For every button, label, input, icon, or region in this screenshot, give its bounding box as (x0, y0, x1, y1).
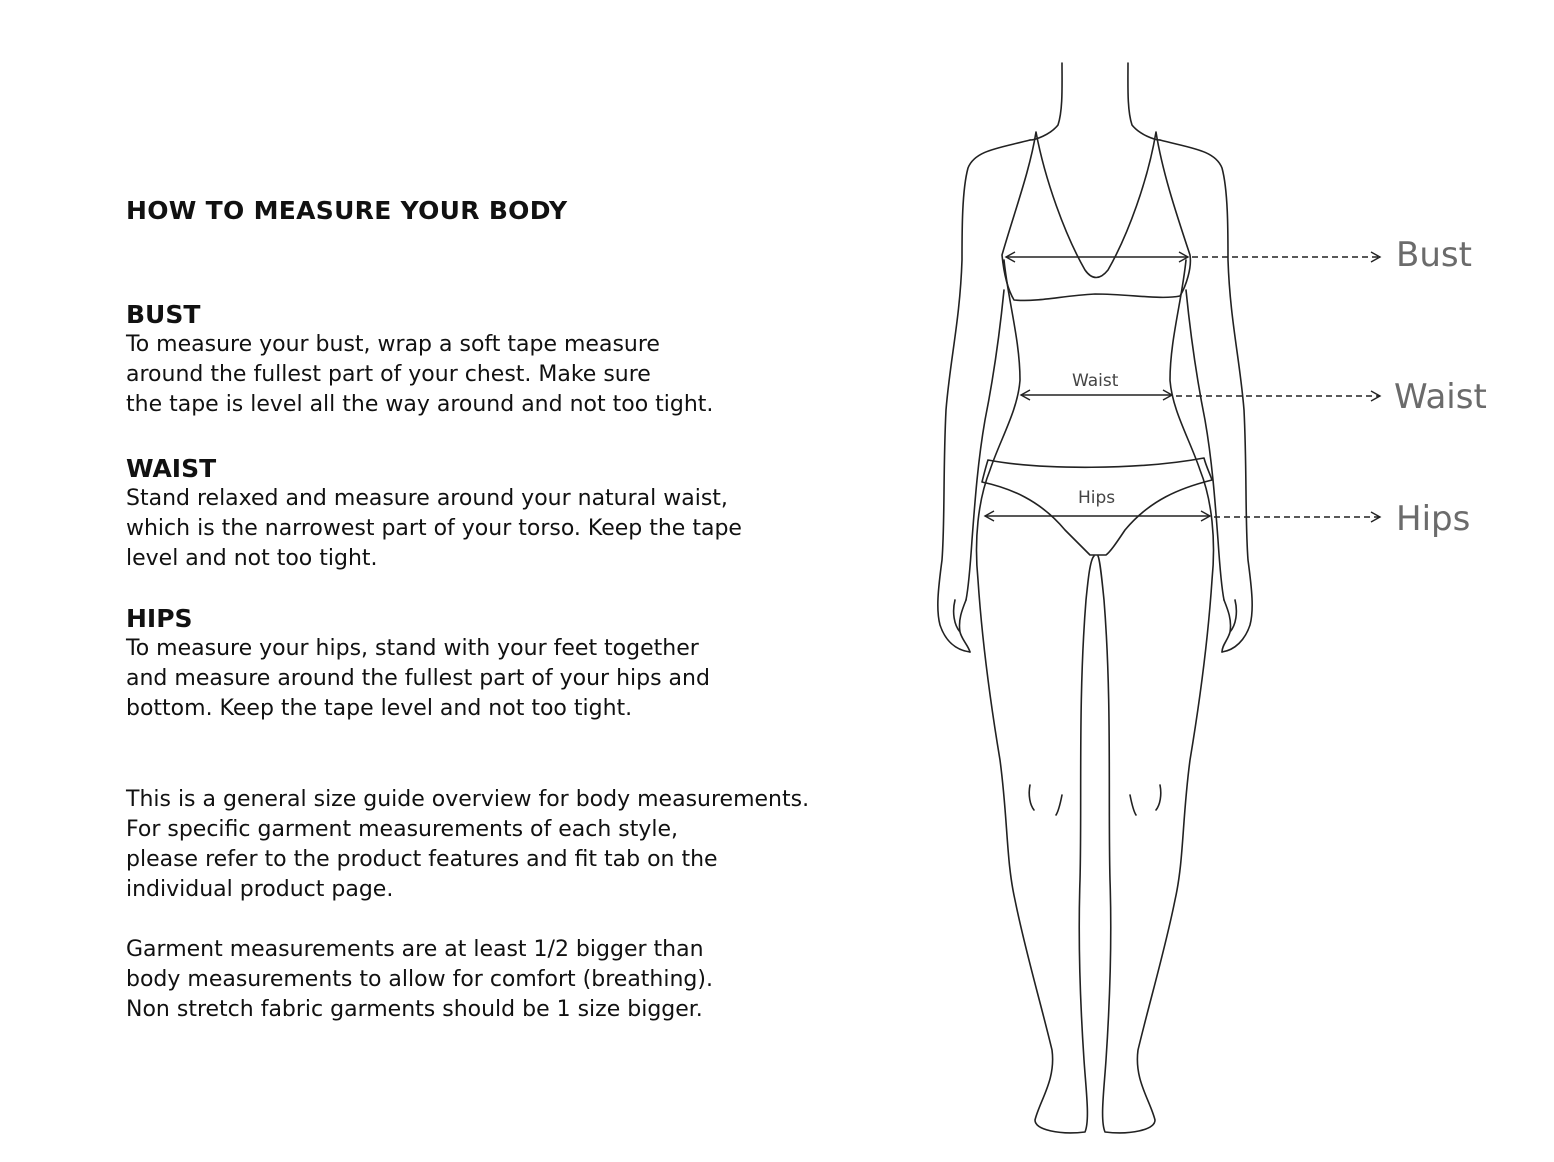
general-guide-note (126, 785, 809, 905)
left-arm-outer (938, 140, 1030, 652)
waist-heading: WAIST (126, 454, 217, 483)
bust-heading: BUST (126, 300, 201, 329)
waist-section (126, 454, 742, 574)
bust-instructions: To measure your bust, wrap a soft tape measure around the fullest part of your chest. Make sure the tape is level all the way around and not too tight. (126, 332, 714, 417)
bikini-top (1002, 132, 1190, 300)
hips-heading: HIPS (126, 604, 193, 633)
garment-fit-text: Garment measurements are at least 1/2 bigger than body measurements to allow for comfort (breathing). Non stretch fabric garments should be 1 size bigger. (126, 937, 713, 1022)
body-figure-svg (920, 50, 1540, 1150)
hips-label: Hips (1396, 499, 1471, 539)
hips-section (126, 604, 710, 724)
right-arm-inner (1186, 290, 1224, 600)
page-title: HOW TO MEASURE YOUR BODY (126, 196, 568, 225)
left-hand (954, 600, 970, 652)
bust-section (126, 300, 713, 420)
hips-instructions: To measure your hips, stand with your feet together and measure around the fullest part of your hips and bottom. Keep the tape level and not too tight. (126, 636, 710, 721)
right-knee (1130, 785, 1161, 815)
waist-inner-label: Waist (1072, 371, 1119, 391)
left-arm-inner (966, 290, 1004, 600)
body-figure-diagram (920, 50, 1540, 1150)
neck-outline-right (1128, 63, 1160, 140)
neck-outline (1030, 63, 1062, 140)
right-hand (1222, 600, 1236, 652)
body-outline (938, 63, 1252, 1133)
garment-fit-note (126, 935, 713, 1025)
waist-instructions: Stand relaxed and measure around your natural waist, which is the narrowest part of your torso. Keep the tape level and not too tight. (126, 486, 742, 571)
general-guide-text: This is a general size guide overview for body measurements. For specific garment measurements of each style, please refer to the product features and fit tab on the individual product page. (126, 787, 810, 902)
bust-label: Bust (1396, 235, 1472, 275)
left-knee (1029, 785, 1062, 815)
hips-inner-label: Hips (1078, 488, 1116, 508)
waist-label: Waist (1394, 377, 1487, 417)
